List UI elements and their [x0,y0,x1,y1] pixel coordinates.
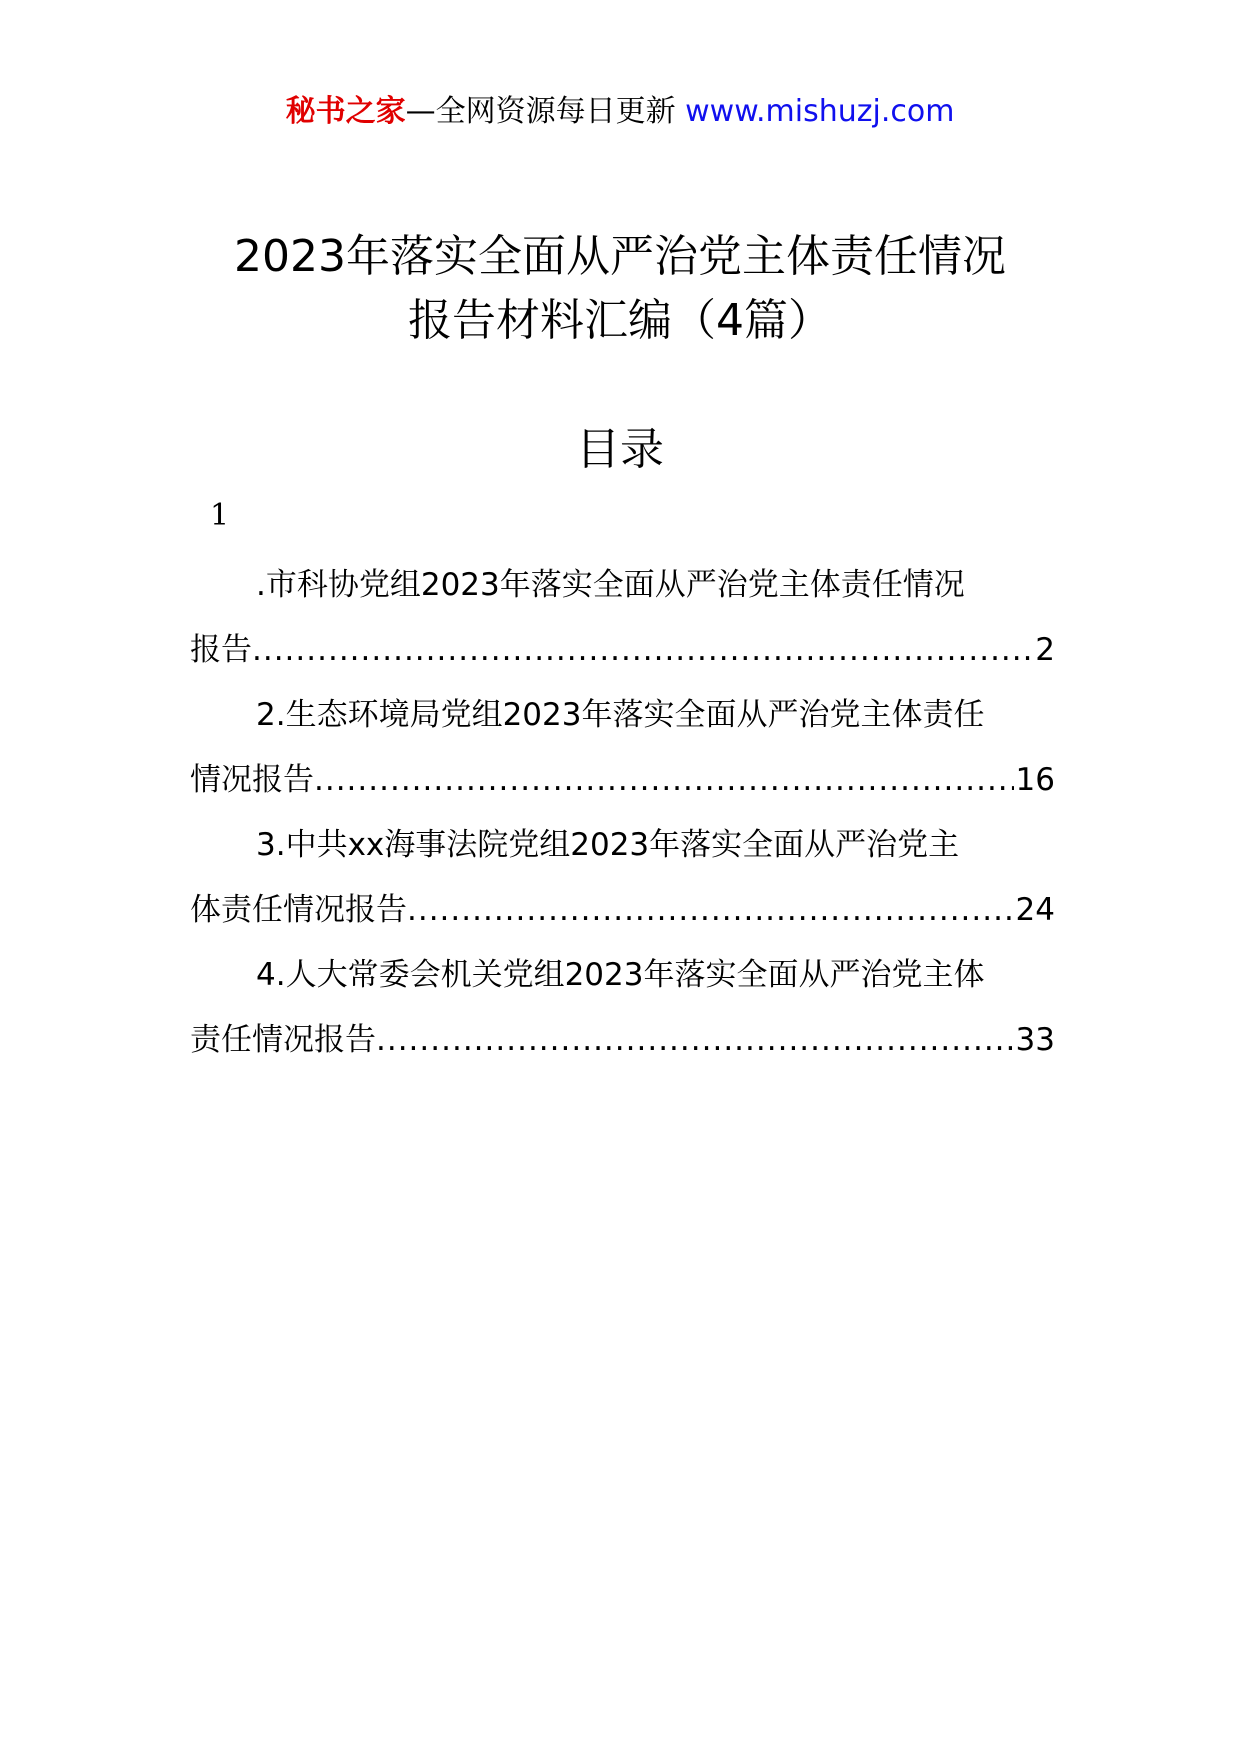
toc-stray-number: 1 [210,498,230,533]
header-slogan: —全网资源每日更新 [405,94,676,129]
toc-entry-title-continuation: 体责任情况报告 [190,892,407,928]
toc-entry-title-continuation: 报告 [190,632,252,668]
toc-page-number: 16 [1015,762,1055,798]
document-title-line-1: 2023年落实全面从严治党主体责任情况 [234,231,1006,282]
toc-dot-leader [376,1008,1014,1073]
brand-name: 秘书之家 [285,94,406,129]
toc-entry-title: 2.生态环境局党组2023年落实全面从严治党主体责任 [256,697,985,733]
site-header [0,90,1240,134]
table-of-contents [190,553,1055,1073]
toc-entry[interactable] [190,553,1055,683]
toc-dot-leader [252,618,1033,683]
toc-entry-title: .市科协党组2023年落实全面从严治党主体责任情况 [256,567,965,603]
toc-page-number: 33 [1015,1022,1055,1058]
toc-page-number: 24 [1015,892,1055,928]
toc-heading: 目录 [576,424,664,475]
toc-entry[interactable] [190,683,1055,813]
toc-entry[interactable] [190,813,1055,943]
toc-entry-title: 4.人大常委会机关党组2023年落实全面从严治党主体 [256,957,985,993]
toc-entry[interactable] [190,943,1055,1073]
site-url-link[interactable]: www.mishuzj.com [685,94,955,129]
document-title-line-2: 报告材料汇编（4篇） [408,295,832,346]
toc-entry-title-continuation: 责任情况报告 [190,1022,376,1058]
toc-entry-title-continuation: 情况报告 [190,762,314,798]
toc-entry-title: 3.中共xx海事法院党组2023年落实全面从严治党主 [256,827,960,863]
toc-dot-leader [407,878,1014,943]
toc-page-number: 2 [1035,632,1055,668]
toc-dot-leader [314,748,1014,813]
document-title [0,225,1240,353]
